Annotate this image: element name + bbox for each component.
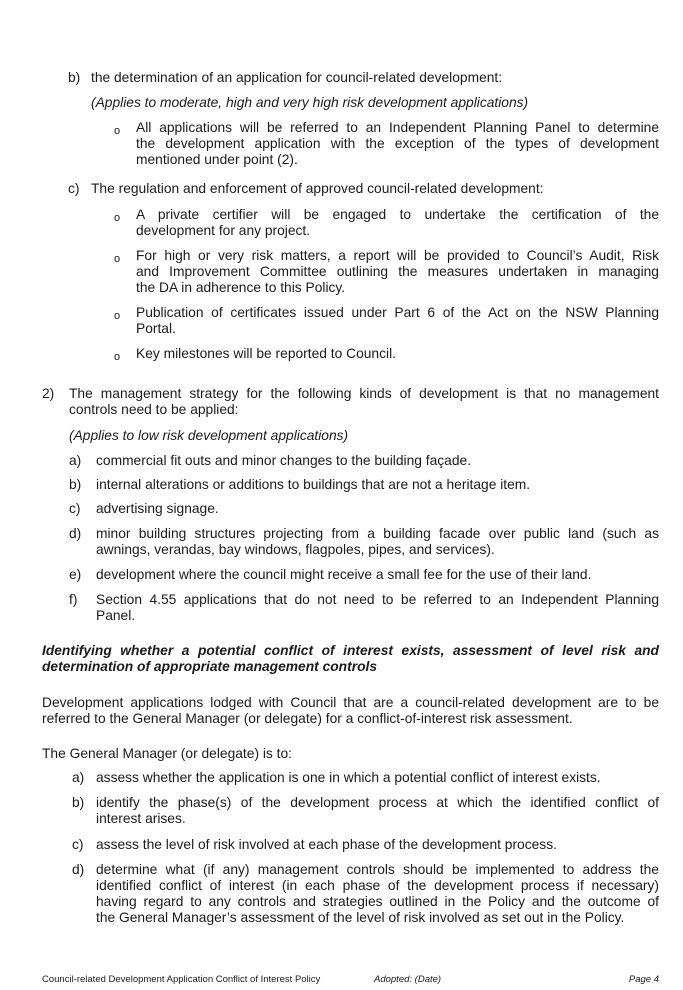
section-2-applies: (Applies to low risk development applications)	[69, 428, 349, 443]
section-2-item-d-line-2: awnings, verandas, bay windows, flagpoles, pipes, and services).	[96, 542, 495, 557]
footer-adopted: Adopted: (Date)	[374, 974, 442, 985]
gm-item-d-marker: d)	[72, 862, 85, 877]
section-2-item-f-marker: f)	[69, 592, 78, 607]
footer-title: Council-related Development Application Conflict of Interest Policy	[42, 974, 321, 985]
section-2-item-f-line-1: Section 4.55 applications that do not need to be referred to an Independent Planning	[96, 592, 659, 607]
section-b-bullet-1-marker: o	[114, 125, 121, 137]
section-2-item-d-marker: d)	[69, 526, 82, 541]
section-2-item-b-text: internal alterations or additions to buildings that are not a heritage item.	[96, 477, 531, 492]
section-c-bullet-3-marker: o	[114, 310, 121, 322]
gm-item-b-line-1: identify the phase(s) of the development process at which the identified conflict of	[96, 795, 659, 810]
section-2-item-a-marker: a)	[69, 453, 82, 468]
section-c-bullet-2-line-3: the DA in adherence to this Policy.	[136, 280, 346, 295]
section-2-item-d-line-1: minor building structures projecting from a building facade over public land (such as	[96, 526, 659, 541]
section-2-item-a-text: commercial fit outs and minor changes to the building façade.	[96, 453, 472, 468]
section-c-text: The regulation and enforcement of approved council-related development:	[91, 181, 544, 196]
section-b-text: the determination of an application for council-related development:	[91, 70, 503, 85]
section-c-bullet-3-line-2: Portal.	[136, 321, 176, 336]
section-b-marker: b)	[68, 70, 81, 85]
section-c-bullet-2-marker: o	[114, 253, 121, 265]
section-b-bullet-1-line-1: All applications will be referred to an Independent Planning Panel to determine	[136, 120, 659, 135]
section-c-marker: c)	[68, 181, 80, 196]
section-c-bullet-4-line-1: Key milestones will be reported to Council.	[136, 346, 396, 361]
paragraph-line-1: Development applications lodged with Council that are a council-related development are to be	[42, 695, 659, 710]
section-c-bullet-4-marker: o	[114, 351, 121, 363]
section-2-item-c-marker: c)	[69, 501, 81, 516]
gm-item-b-line-2: interest arises.	[96, 811, 186, 826]
section-2-item-f-line-2: Panel.	[96, 608, 136, 623]
section-b-applies: (Applies to moderate, high and very high risk development applications)	[91, 95, 529, 110]
gm-item-b-marker: b)	[72, 795, 85, 810]
section-2-item-c-text: advertising signage.	[96, 501, 219, 516]
section-c-bullet-1-line-1: A private certifier will be engaged to undertake the certification of the	[136, 207, 659, 222]
section-c-bullet-1-marker: o	[114, 212, 121, 224]
section-c-bullet-1-line-2: development for any project.	[136, 223, 311, 238]
section-c-bullet-2-line-1: For high or very risk matters, a report will be provided to Council’s Audit, Risk	[136, 248, 659, 263]
gm-item-d-line-3: having regard to any controls and strategies outlined in the Policy and the outcome of	[96, 894, 659, 909]
footer-page-number: Page 4	[628, 974, 659, 985]
section-2-marker: 2)	[42, 386, 55, 401]
gm-item-d-line-2: identified conflict of interest (in each phase of the development process if necessary)	[96, 878, 659, 893]
section-2-item-b-marker: b)	[69, 477, 82, 492]
gm-item-d-line-1: determine what (if any) management controls should be implemented to address the	[96, 862, 659, 877]
paragraph-line-2: referred to the General Manager (or delegate) for a conflict-of-interest risk assessment.	[42, 711, 573, 726]
section-heading-line-1: Identifying whether a potential conflict of interest exists, assessment of level risk and	[42, 643, 659, 658]
gm-item-c-marker: c)	[72, 837, 84, 852]
gm-item-c-text: assess the level of risk involved at each phase of the development process.	[96, 837, 557, 852]
gm-item-a-text: assess whether the application is one in which a potential conflict of interest exists.	[96, 770, 601, 785]
section-2-item-e-marker: e)	[69, 567, 82, 582]
section-2-line-2: controls need to be applied:	[69, 402, 239, 417]
section-b-bullet-1-line-3: mentioned under point (2).	[136, 152, 298, 167]
section-c-bullet-2-line-2: and Improvement Committee outlining the measures undertaken in managing	[136, 264, 659, 279]
gm-item-a-marker: a)	[72, 770, 85, 785]
section-b-bullet-1-line-2: the development application with the exception of the types of development	[136, 136, 659, 151]
gm-item-d-line-4: the General Manager’s assessment of the level of risk involved as set out in the Policy.	[96, 910, 625, 925]
section-2-item-e-text: development where the council might receive a small fee for the use of their land.	[96, 567, 592, 582]
gm-intro: The General Manager (or delegate) is to:	[42, 746, 293, 761]
section-c-bullet-3-line-1: Publication of certificates issued under Part 6 of the Act on the NSW Planning	[136, 305, 659, 320]
section-heading-line-2: determination of appropriate management controls	[42, 659, 378, 674]
section-2-line-1: The management strategy for the following kinds of development is that no management	[69, 386, 659, 401]
